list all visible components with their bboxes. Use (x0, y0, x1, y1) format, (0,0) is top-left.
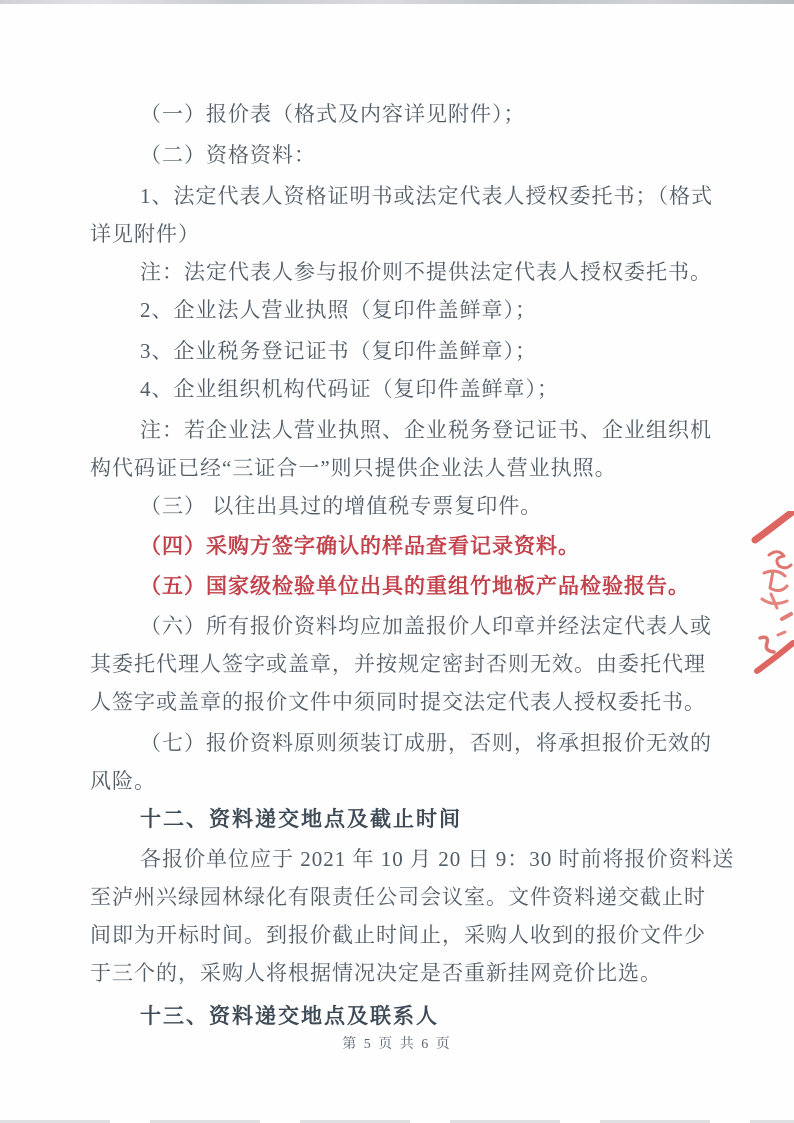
red-stamp-artifact (748, 511, 794, 699)
section-heading-13: 十三、资料递交地点及联系人 (140, 1004, 439, 1028)
text-line: 风险。 (90, 769, 156, 793)
text-line: 注：法定代表人参与报价则不提供法定代表人授权委托书。 (140, 260, 712, 284)
text-line: 构代码证已经“三证合一”则只提供企业法人营业执照。 (90, 456, 617, 480)
text-line: 3、企业税务登记证书（复印件盖鲜章）； (140, 339, 537, 363)
text-line: （七）报价资料原则须装订成册，否则，将承担报价无效的 (140, 731, 712, 755)
text-line: 4、企业组织机构代码证（复印件盖鲜章）； (140, 377, 559, 401)
text-line: 注：若企业法人营业执照、企业税务登记证书、企业组织机 (140, 418, 712, 442)
text-line: 2、企业法人营业执照（复印件盖鲜章）； (140, 298, 537, 322)
text-line: 各报价单位应于 2021 年 10 月 20 日 9：30 时前将报价资料送 (140, 847, 735, 871)
text-line: （二）资格资料： (140, 143, 316, 167)
text-line: 其委托代理人签字或盖章，并按规定密封否则无效。由委托代理 (90, 652, 706, 676)
text-line: 于三个的，采购人将根据情况决定是否重新挂网竞价比选。 (90, 961, 662, 985)
text-line: （三） 以往出具过的增值税专票复印件。 (140, 494, 543, 518)
text-line: （六）所有报价资料均应加盖报价人印章并经法定代表人或 (140, 614, 712, 638)
red-emphasis-line: （五）国家级检验单位出具的重组竹地板产品检验报告。 (140, 574, 690, 598)
text-line: （一）报价表（格式及内容详见附件）； (140, 102, 526, 126)
text-line: 人签字或盖章的报价文件中须同时提交法定代表人授权委托书。 (90, 690, 706, 714)
document-body (90, 95, 735, 1035)
text-line: 至泸州兴绿园林绿化有限责任公司会议室。文件资料递交截止时 (90, 885, 706, 909)
red-stamp-icon (748, 511, 794, 699)
red-emphasis-line: （四）采购方签字确认的样品查看记录资料。 (140, 534, 580, 558)
text-line: 1、法定代表人资格证明书或法定代表人授权委托书；（格式 (140, 184, 713, 208)
text-line: 间即为开标时间。到报价截止时间止，采购人收到的报价文件少 (90, 923, 706, 947)
text-line: 详见附件） (90, 222, 200, 246)
page-number: 第 5 页 共 6 页 (342, 1037, 452, 1052)
section-heading-12: 十二、资料递交地点及截止时间 (140, 807, 462, 831)
scan-edge-artifact-top (0, 0, 794, 4)
